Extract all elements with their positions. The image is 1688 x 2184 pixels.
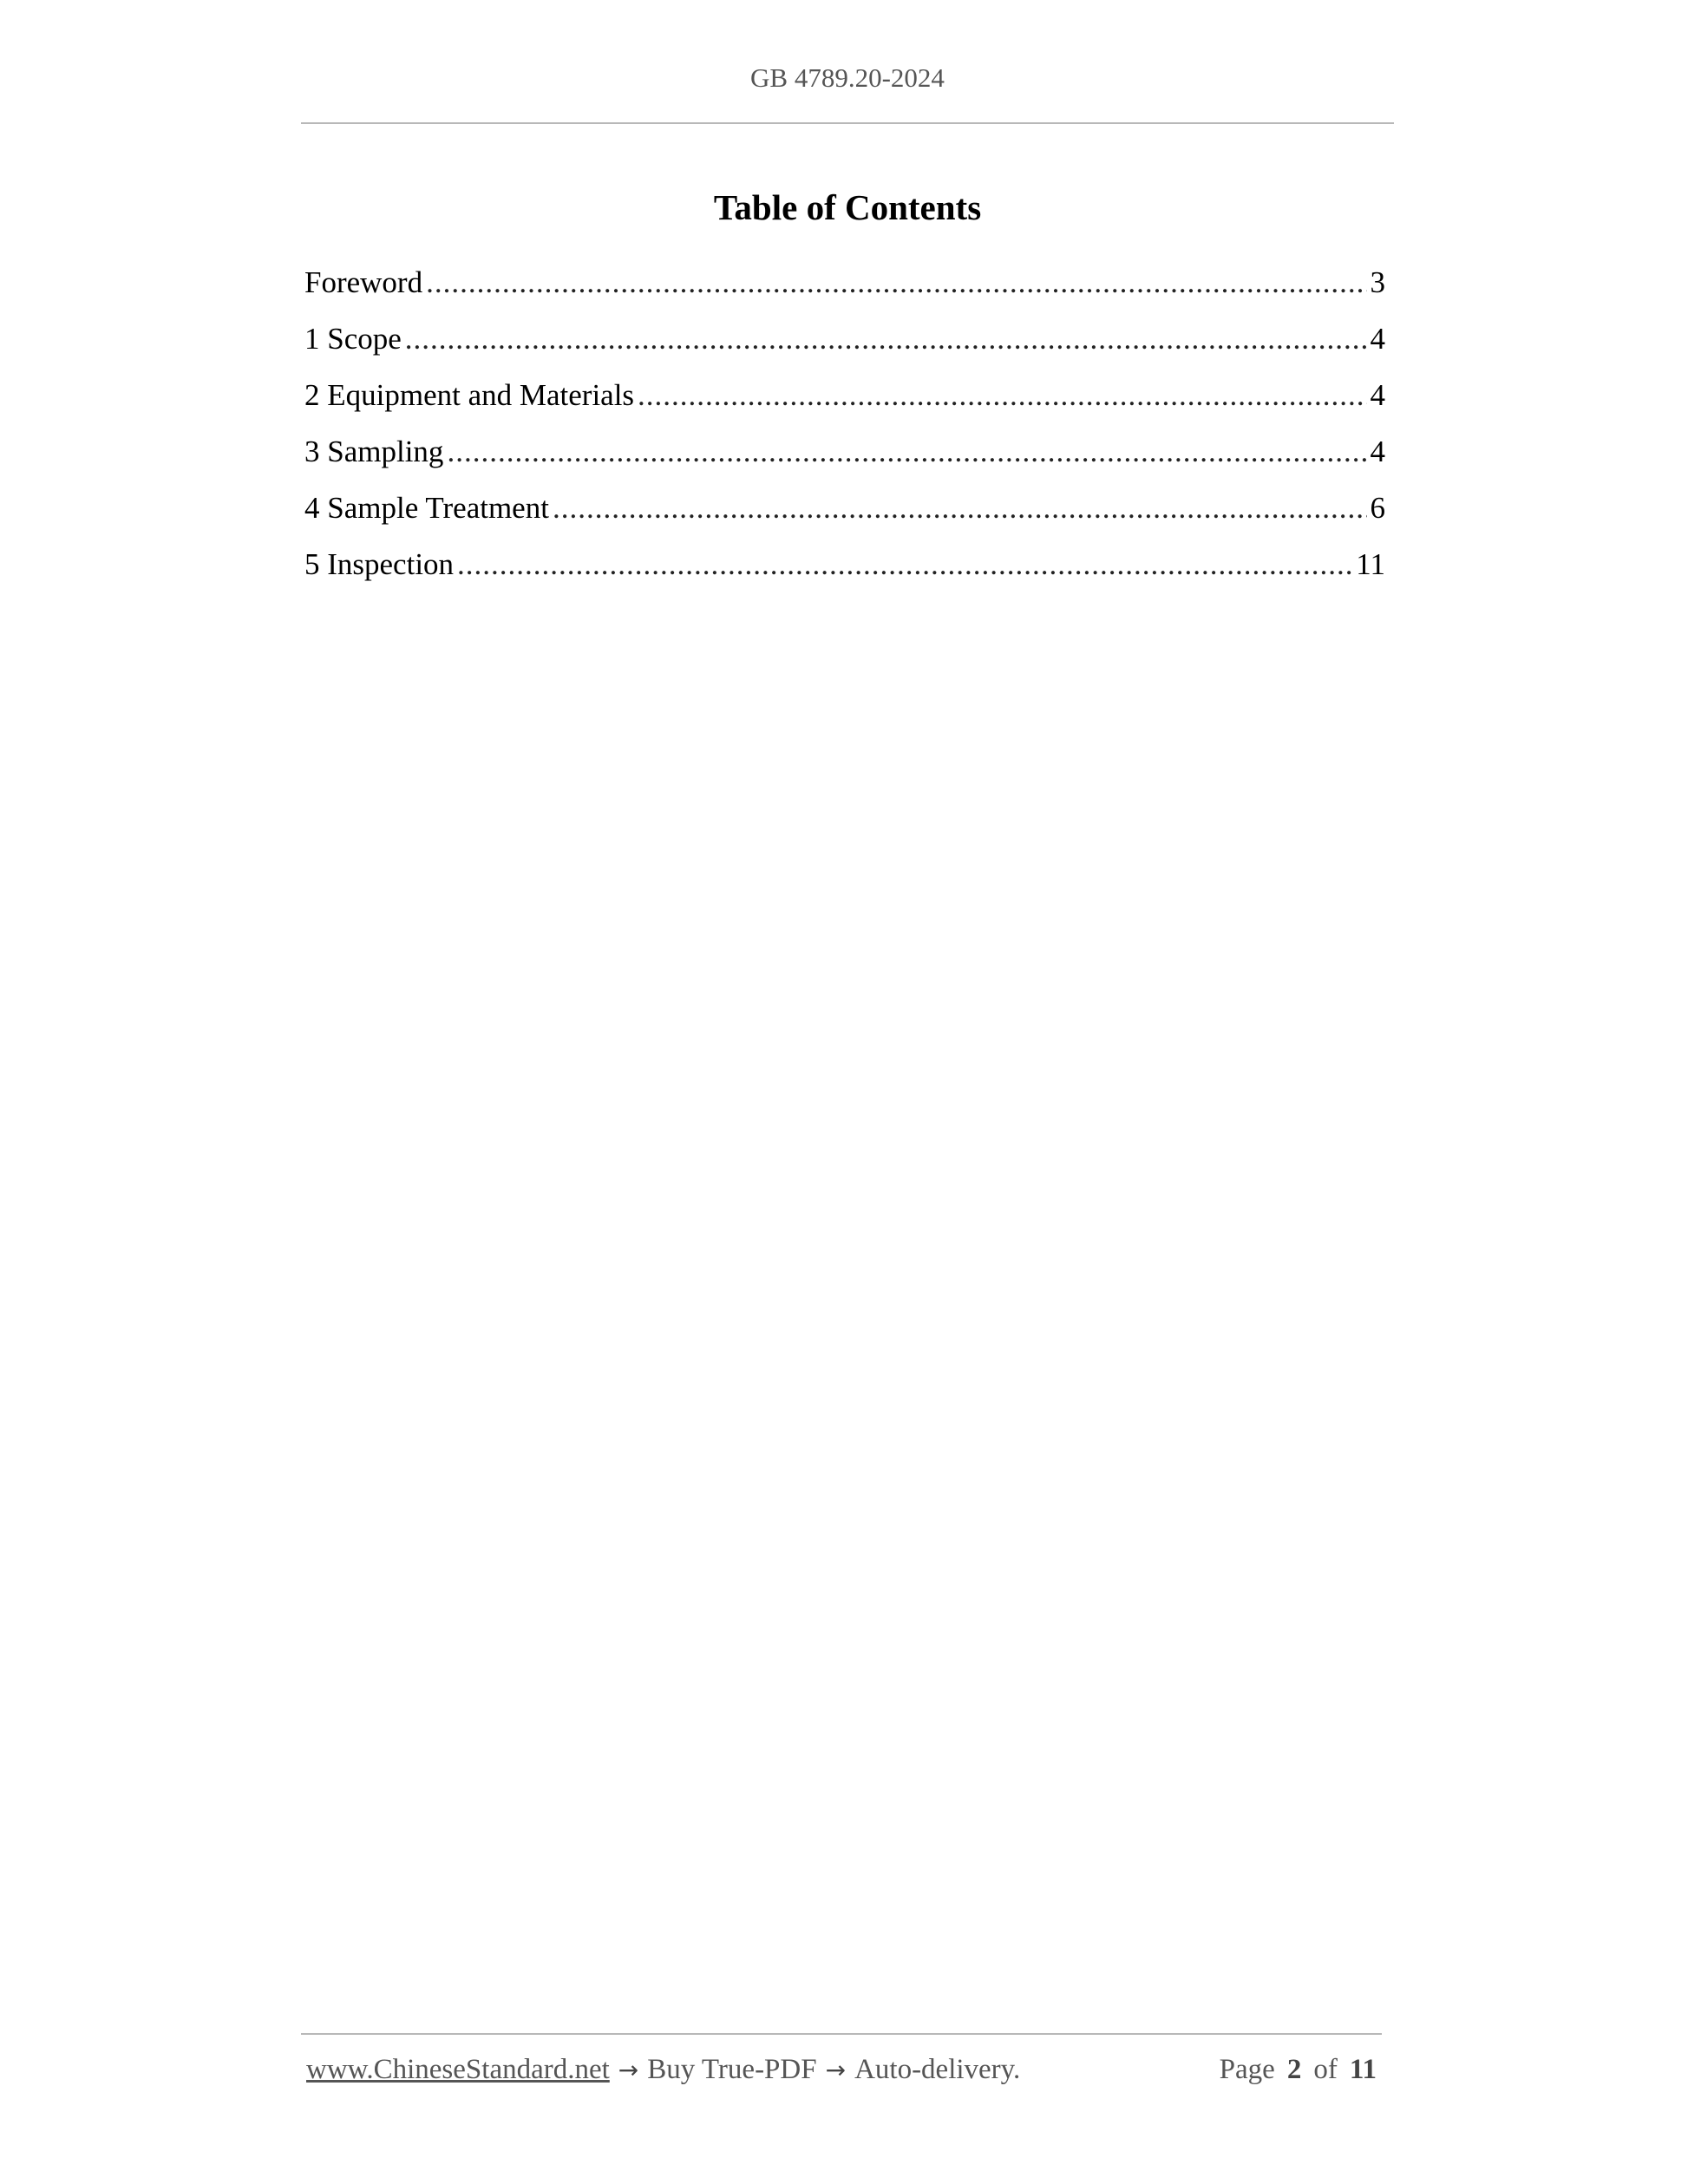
toc-entry-page: 4: [1370, 322, 1385, 356]
toc-entry-page: 6: [1370, 491, 1385, 525]
footer-step-delivery: Auto-delivery.: [854, 2054, 1021, 2085]
toc-entry-page: 3: [1370, 265, 1385, 299]
page-current: 2: [1286, 2054, 1302, 2085]
toc-dot-leader: [553, 491, 1367, 526]
right-arrow-icon: →: [825, 2056, 847, 2084]
toc-entry-label: 1 Scope: [304, 322, 402, 356]
page-word: Page: [1219, 2054, 1275, 2085]
document-id-header: GB 4789.20-2024: [750, 62, 945, 93]
toc-entry-equipment-and-materials[interactable]: [304, 378, 1385, 435]
toc-list: [304, 265, 1385, 604]
of-word: of: [1313, 2054, 1338, 2085]
toc-entry-sampling[interactable]: [304, 435, 1385, 491]
toc-dot-leader: [405, 322, 1367, 356]
page-total: 11: [1349, 2054, 1377, 2085]
toc-dot-leader: [447, 435, 1366, 469]
toc-entry-label: 5 Inspection: [304, 547, 455, 581]
toc-entry-label: 2 Equipment and Materials: [304, 378, 635, 412]
toc-entry-label: Foreword: [304, 265, 423, 299]
toc-entry-scope[interactable]: [304, 322, 1385, 378]
footer-step-buy: Buy True-PDF: [647, 2054, 817, 2085]
footer-divider: [301, 2033, 1382, 2035]
toc-entry-sample-treatment[interactable]: [304, 491, 1385, 547]
site-link[interactable]: www.ChineseStandard.net: [306, 2054, 610, 2085]
page-indicator: [1220, 2054, 1377, 2086]
header-divider: [301, 122, 1394, 124]
page-footer: [306, 2054, 1377, 2086]
toc-entry-page: 4: [1370, 435, 1385, 468]
toc-title: Table of Contents: [713, 187, 982, 227]
toc-entry-page: 11: [1356, 547, 1385, 581]
toc-entry-inspection[interactable]: [304, 547, 1385, 604]
toc-dot-leader: [638, 378, 1366, 413]
toc-entry-label: 3 Sampling: [304, 435, 444, 468]
right-arrow-icon: →: [618, 2056, 639, 2084]
toc-entry-page: 4: [1370, 378, 1385, 412]
toc-entry-foreword[interactable]: [304, 265, 1385, 322]
footer-promo: [306, 2054, 1020, 2086]
toc-dot-leader: [457, 547, 1352, 582]
toc-dot-leader: [426, 265, 1366, 300]
toc-entry-label: 4 Sample Treatment: [304, 491, 549, 525]
